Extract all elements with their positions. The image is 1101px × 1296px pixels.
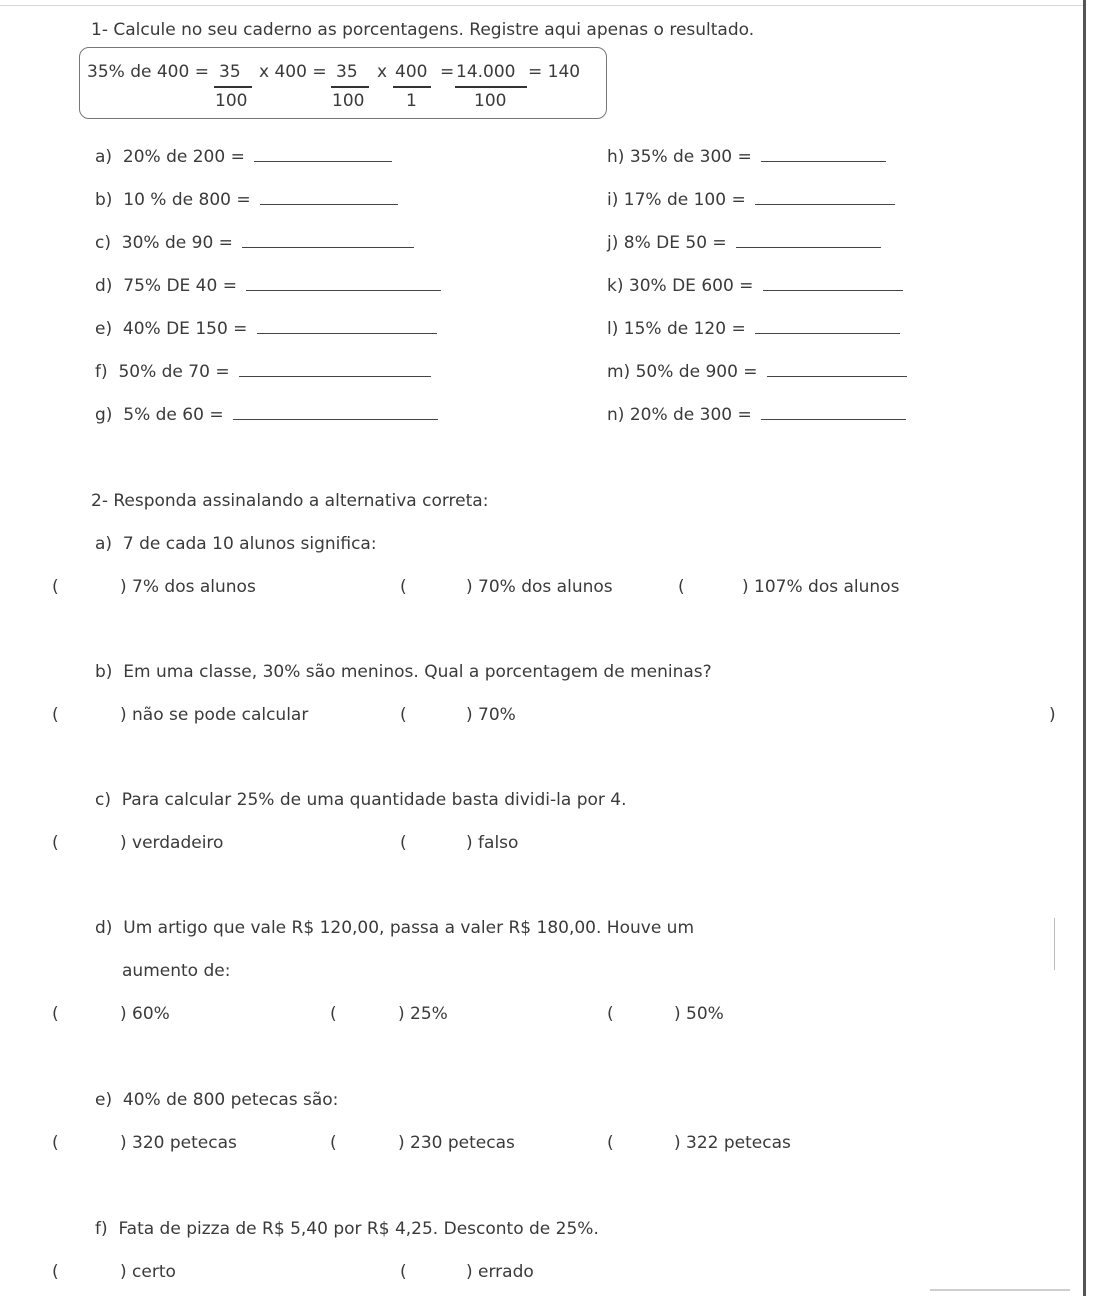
- item-expression: 50% de 900 =: [635, 362, 758, 382]
- q2e-option-1: ) 320 petecas: [120, 1133, 237, 1153]
- item-label: n): [607, 405, 625, 425]
- q2f-option-1-checkbox[interactable]: (: [52, 1262, 59, 1282]
- q1-item-m: [607, 362, 907, 382]
- answer-blank[interactable]: [242, 233, 414, 248]
- question-label: f): [95, 1219, 108, 1239]
- answer-blank[interactable]: [761, 405, 906, 420]
- q2c-option-2-checkbox[interactable]: (: [400, 833, 407, 853]
- question-label: d): [95, 918, 113, 938]
- answer-blank[interactable]: [755, 319, 900, 334]
- q2d-option-2-checkbox[interactable]: (: [330, 1004, 337, 1024]
- frac1-bar: [214, 86, 252, 88]
- frac2-numerator: 35: [336, 62, 358, 82]
- q2b-question: [95, 662, 712, 682]
- q2a-option-2-checkbox[interactable]: (: [400, 577, 407, 597]
- q2d-question: [95, 918, 694, 938]
- frac2-bar: [331, 86, 369, 88]
- answer-blank[interactable]: [736, 233, 881, 248]
- item-label: l): [607, 319, 619, 339]
- item-label: b): [95, 190, 113, 210]
- page-top-edge: [0, 5, 1083, 6]
- q2d-option-3-checkbox[interactable]: (: [607, 1004, 614, 1024]
- question-text: 7 de cada 10 alunos significa:: [122, 534, 377, 554]
- frac1-numerator: 35: [219, 62, 241, 82]
- q2f-question: [95, 1219, 599, 1239]
- question-label: c): [95, 790, 111, 810]
- q2a-option-1: ) 7% dos alunos: [120, 577, 256, 597]
- item-label: j): [607, 233, 619, 253]
- q2c-option-1: ) verdadeiro: [120, 833, 224, 853]
- item-label: a): [95, 147, 113, 167]
- question-label: e): [95, 1090, 113, 1110]
- q2-instruction: 2- Responda assinalando a alternativa correta:: [91, 491, 489, 511]
- item-expression: 75% DE 40 =: [123, 276, 237, 296]
- q2e-option-2: ) 230 petecas: [398, 1133, 515, 1153]
- item-label: i): [607, 190, 619, 210]
- question-text: Para calcular 25% de uma quantidade basta dividi-la por 4.: [121, 790, 627, 810]
- frac4-numerator: 14.000: [456, 62, 516, 82]
- q2d-option-3: ) 50%: [674, 1004, 724, 1024]
- q2d-option-1: ) 60%: [120, 1004, 170, 1024]
- q2c-option-1-checkbox[interactable]: (: [52, 833, 59, 853]
- item-expression: 30% DE 600 =: [628, 276, 754, 296]
- item-expression: 8% DE 50 =: [623, 233, 727, 253]
- q2e-option-3-checkbox[interactable]: (: [607, 1133, 614, 1153]
- q2b-option-1: ) não se pode calcular: [120, 705, 309, 725]
- item-expression: 5% de 60 =: [123, 405, 224, 425]
- question-text: 40% de 800 petecas são:: [122, 1090, 339, 1110]
- item-label: f): [95, 362, 108, 382]
- item-expression: 20% de 300 =: [629, 405, 752, 425]
- q2b-option-2-checkbox[interactable]: (: [400, 705, 407, 725]
- answer-blank[interactable]: [260, 190, 398, 205]
- frac3-denominator: 1: [406, 91, 417, 111]
- q2f-option-2-checkbox[interactable]: (: [400, 1262, 407, 1282]
- q2a-option-2: ) 70% dos alunos: [466, 577, 613, 597]
- answer-blank[interactable]: [254, 147, 392, 162]
- example-times-400: x 400 =: [259, 62, 327, 82]
- item-label: h): [607, 147, 625, 167]
- q2a-question: [95, 534, 377, 554]
- frac4-denominator: 100: [474, 91, 507, 111]
- frac2-denominator: 100: [332, 91, 365, 111]
- q2c-option-2: ) falso: [466, 833, 519, 853]
- q2e-question: [95, 1090, 338, 1110]
- q1-item-i: [607, 190, 895, 210]
- q2a-option-3-checkbox[interactable]: (: [678, 577, 685, 597]
- q1-item-e: [95, 319, 437, 339]
- item-expression: 17% de 100 =: [623, 190, 746, 210]
- q1-item-h: [607, 147, 886, 167]
- item-label: d): [95, 276, 113, 296]
- example-equals: =: [440, 62, 455, 82]
- item-label: k): [607, 276, 624, 296]
- q2a-option-3: ) 107% dos alunos: [742, 577, 900, 597]
- answer-blank[interactable]: [246, 276, 441, 291]
- q1-item-a: [95, 147, 392, 167]
- q2d-option-1-checkbox[interactable]: (: [52, 1004, 59, 1024]
- answer-blank[interactable]: [763, 276, 903, 291]
- frac1-denominator: 100: [215, 91, 248, 111]
- q1-item-d: [95, 276, 441, 296]
- example-lead: 35% de 400 =: [87, 62, 209, 82]
- q1-item-j: [607, 233, 881, 253]
- q1-item-f: [95, 362, 431, 382]
- page-right-edge: [1083, 0, 1086, 1296]
- q1-item-n: [607, 405, 906, 425]
- item-expression: 35% de 300 =: [629, 147, 752, 167]
- q2e-option-2-checkbox[interactable]: (: [330, 1133, 337, 1153]
- q1-item-b: [95, 190, 398, 210]
- q2e-option-1-checkbox[interactable]: (: [52, 1133, 59, 1153]
- q2e-option-3: ) 322 petecas: [674, 1133, 791, 1153]
- frac3-bar: [393, 86, 431, 88]
- item-expression: 50% de 70 =: [118, 362, 230, 382]
- item-label: m): [607, 362, 631, 382]
- q2d-option-2: ) 25%: [398, 1004, 448, 1024]
- item-expression: 15% de 120 =: [623, 319, 746, 339]
- example-result: = 140: [528, 62, 581, 82]
- q2a-option-1-checkbox[interactable]: (: [52, 577, 59, 597]
- q1-instruction: 1- Calcule no seu caderno as porcentagens. Registre aqui apenas o resultado.: [91, 20, 755, 40]
- q2d-question-line2: aumento de:: [122, 961, 231, 981]
- q2b-option-1-checkbox[interactable]: (: [52, 705, 59, 725]
- q1-item-c: [95, 233, 414, 253]
- question-label: b): [95, 662, 113, 682]
- q2f-option-1: ) certo: [120, 1262, 176, 1282]
- question-text: Fata de pizza de R$ 5,40 por R$ 4,25. Desconto de 25%.: [118, 1219, 599, 1239]
- answer-blank[interactable]: [767, 362, 907, 377]
- q1-item-k: [607, 276, 903, 296]
- item-label: g): [95, 405, 113, 425]
- question-text: Um artigo que vale R$ 120,00, passa a valer R$ 180,00. Houve um: [123, 918, 695, 938]
- item-expression: 40% DE 150 =: [122, 319, 248, 339]
- item-expression: 10 % de 800 =: [123, 190, 251, 210]
- item-label: e): [95, 319, 113, 339]
- frac3-numerator: 400: [395, 62, 428, 82]
- frac4-bar: [455, 86, 527, 88]
- answer-blank[interactable]: [761, 147, 886, 162]
- answer-blank[interactable]: [257, 319, 437, 334]
- q2c-question: [95, 790, 627, 810]
- answer-blank[interactable]: [233, 405, 438, 420]
- answer-blank[interactable]: [755, 190, 895, 205]
- item-label: c): [95, 233, 111, 253]
- item-expression: 30% de 90 =: [121, 233, 233, 253]
- q2f-option-2: ) errado: [466, 1262, 534, 1282]
- q1-item-l: [607, 319, 900, 339]
- item-expression: 20% de 200 =: [122, 147, 245, 167]
- stray-paren: ): [1049, 705, 1056, 725]
- question-text: Em uma classe, 30% são meninos. Qual a porcentagem de meninas?: [123, 662, 712, 682]
- stray-mark: [1054, 918, 1055, 970]
- answer-blank[interactable]: [239, 362, 431, 377]
- example-times: x: [377, 62, 388, 82]
- q2b-option-2: ) 70%: [466, 705, 516, 725]
- q1-item-g: [95, 405, 438, 425]
- question-label: a): [95, 534, 113, 554]
- footer-rule: [930, 1289, 1070, 1291]
